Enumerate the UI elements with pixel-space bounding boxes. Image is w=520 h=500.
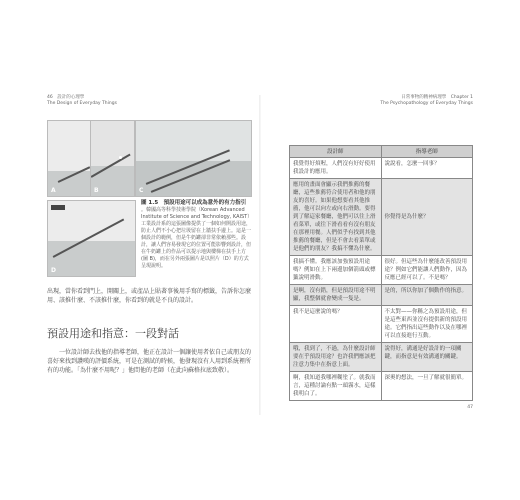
mentor-cell: 不太對——你稱之為預設用途，但是這些東西並沒有提供新的預設用途。它們指出這些動作以及在哪裡可以直接進行互動。 [381, 306, 473, 343]
table-row [290, 343, 473, 372]
figure-photo-c [135, 120, 252, 197]
table-header-designer: 設計師 [290, 146, 382, 158]
designer-cell: 啊，我知道我哪裡糊塗了。就我而言，這種討論有點一頭霧水，這樣我明白了。 [290, 372, 382, 401]
table-row [290, 179, 473, 256]
section-title: 預設用途和指意：一段對話 [47, 327, 179, 340]
left-paragraph-1: 出現，當你看到門上，開關上，或產品上貼著事後用手寫的標籤，告訴你怎麼用、該推什麼、不該推什麼，你看到的就是不良的設計。 [47, 288, 252, 304]
figure-label-d: D [51, 267, 56, 274]
figure-photo-d [47, 200, 136, 277]
figure-caption-title: 圖 1.5 預設用途可以成為意外的有力指引 [141, 200, 247, 206]
figure-photo-a [47, 120, 92, 197]
figure-caption [141, 200, 251, 270]
table-row [290, 256, 473, 285]
designer-cell: 哦，我到了，不過，為什麼設計師要在乎預設用途？也許我們應該把注意力集中在指意上面。 [290, 343, 382, 372]
table-row [290, 158, 473, 179]
table-header-mentor: 指導老師 [381, 146, 473, 158]
table-row [290, 306, 473, 343]
mentor-cell: 說得好，溝通是好設計的一項關鍵，而指意是有效溝通的關鍵。 [381, 343, 473, 372]
mentor-cell: 說說看，怎麼一回事？ [381, 158, 473, 179]
figure-label-b: B [94, 187, 99, 194]
dialogue-table [289, 145, 473, 401]
right-page-number: 47 [467, 405, 473, 410]
designer-cell: 我搞不懂。我應該加強預設用途嗎？例如在上下兩邊加個箭頭或標籤說明滑動。 [290, 256, 382, 285]
left-header-title-en: The Design of Everyday Things [47, 101, 117, 106]
mentor-cell: 很好。但這些為什麼能改善預設用途？例如它們能讓人們動作，因為反應已經可以了。不是嗎？ [381, 256, 473, 285]
table-row [290, 285, 473, 306]
book-spine [259, 95, 261, 415]
table-header-row [290, 146, 473, 158]
figure-photo-b [90, 120, 135, 197]
mentor-cell: 是的，所以你加了個動作的指意。 [381, 285, 473, 306]
right-header: 日常事物的精神病理學 Chapter 1 [401, 95, 473, 100]
designer-cell: 應用的畫面會顯示我們推薦的餐廳，這些推薦符合使用者和他的朋友的喜好。如果他想要看其他推薦，他可以向左或向右滑動。要得到了解這家餐廳，他們可以往上滑看菜單，或往下滑看看有沒有朋友在那裡用餐。人們似乎有找到其他推薦的餐廳，但是不會去看菜單或是他們的朋友？我搞不懂為什麼。 [290, 179, 382, 256]
figure-label-c: C [139, 187, 144, 194]
right-header-title-en: The Psychopathology of Everyday Things [380, 101, 473, 106]
left-page-number: 46 設計的心理學 [47, 95, 85, 100]
figure-label-a: A [51, 187, 56, 194]
mentor-cell: 深奧的想法，一旦了解就很簡單。 [381, 372, 473, 401]
designer-cell: 我覺得好煩喔，人們沒有好好使用我設計的應用。 [290, 158, 382, 179]
designer-cell: 我不是這麼說的嗎？ [290, 306, 382, 343]
designer-cell: 是啊，沒有錯，但是預設用途不明顯，我整個就會變成一隻是。 [290, 285, 382, 306]
table-row [290, 372, 473, 401]
left-paragraph-2: 一位設計師去找他的指導老師，他正在設計一個讓使用者依自己或朋友的喜好來找到讚嘆的評價系統，可是在測試的時候，他發現沒有人用到系統裡所有的功能。「為什麼不用呢？」他問他的老師（在此向蘇格拉底致敬）。 [47, 349, 252, 374]
figure-caption-body: 。韓國高等科學技術學院（Korean Advanced Institute of Science and Technology, KAIST）工業設計系的這張圖像提供了一個如何開設用途，防止人們不小心把垃圾留在上牆扶手邊上。這是一個設計的範例，但是牛奶罐卻非常依賴那些。設計，讓人們容易發現它的位置可能影響到設計，但在牛奶罐上的作品可以提示地與樓梯在扶手上方 (圖 B)，而在另外兩張圖片是以照片（D）的方式呈現說明。 [141, 207, 252, 269]
mentor-cell: 你覺得是為什麼？ [381, 179, 473, 256]
